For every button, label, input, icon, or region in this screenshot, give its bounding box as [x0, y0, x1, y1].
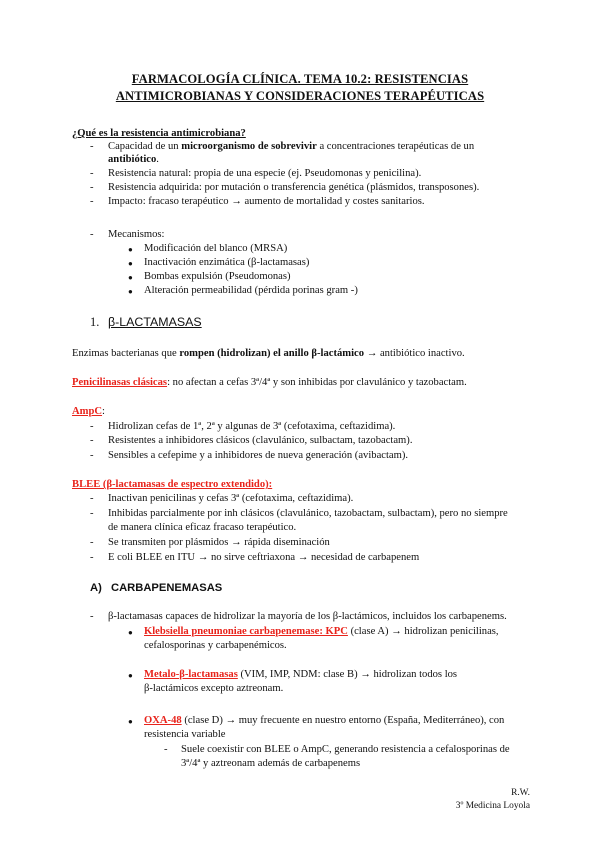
list-item: Hidrolizan cefas de 1ª, 2ª y algunas de 3ª (cefotaxima, ceftazidima).: [108, 421, 396, 432]
section-heading: β-LACTAMASAS: [108, 315, 202, 329]
dash-marker: -: [90, 508, 94, 519]
footer-author: R.W.: [511, 788, 530, 798]
bullet-icon: ●: [128, 273, 133, 282]
title-line-2: ANTIMICROBIANAS Y CONSIDERACIONES TERAPÉUTICAS: [115, 89, 485, 103]
list-item: Sensibles a cefepime y a inhibidores de nueva generación (avibactam).: [108, 450, 409, 461]
subsection-heading: CARBAPENEMASAS: [111, 582, 223, 594]
intro-question: ¿Qué es la resistencia antimicrobiana?: [72, 128, 246, 139]
subsection-label: A): [90, 582, 102, 594]
kpc-line-2: cefalosporinas y carbapenémicos.: [144, 640, 287, 651]
bullet-icon: ●: [128, 287, 133, 296]
dash-marker: -: [90, 493, 94, 504]
dash-marker: -: [90, 552, 94, 563]
bullet-icon: ●: [128, 671, 133, 680]
oxa-line-2: resistencia variable: [144, 729, 226, 740]
list-item: Se transmiten por plásmidos → rápida diseminación: [108, 537, 330, 548]
oxa-sub-line-1: Suele coexistir con BLEE o AmpC, generando resistencia a cefalosporinas de: [181, 744, 510, 755]
mechanism-item: Bombas expulsión (Pseudomonas): [144, 271, 291, 282]
dash-marker: -: [90, 229, 94, 240]
dash-marker: -: [90, 435, 94, 446]
mechanism-item: Alteración permeabilidad (pérdida porinas gram -): [144, 285, 358, 296]
list-item: Resistencia adquirida: por mutación o transferencia genética (plásmidos, transposones).: [108, 182, 480, 193]
mechanism-item: Inactivación enzimática (β-lactamasas): [144, 257, 310, 268]
dash-marker: -: [90, 611, 94, 622]
bullet-icon: ●: [128, 717, 133, 726]
dash-marker: -: [90, 450, 94, 461]
dash-marker: -: [90, 168, 94, 179]
list-item-continuation: de manera clínica eficaz fracaso terapéutico.: [108, 522, 297, 533]
definition-line-1: Capacidad de un microorganismo de sobrevivir a concentraciones terapéuticas de un: [108, 141, 475, 152]
oxa-sub-line-2: 3ª/4ª y aztreonam además de carbapenems: [181, 758, 361, 769]
section-number: 1.: [90, 315, 100, 329]
page-title: [0, 71, 600, 105]
list-item: Resistencia natural: propia de una especie (ej. Pseudomonas y penicilina).: [108, 168, 422, 179]
mechanisms-label: Mecanismos:: [108, 229, 165, 240]
dash-marker: -: [164, 744, 168, 755]
blee-label: BLEE (β-lactamasas de espectro extendido):: [72, 479, 273, 490]
metalo-line-1: Metalo-β-lactamasas (VIM, IMP, NDM: clase B) → hidrolizan todos los: [144, 669, 458, 680]
dash-marker: -: [90, 182, 94, 193]
bullet-icon: ●: [128, 245, 133, 254]
list-item: Inhibidas parcialmente por inh clásicos (clavulánico, tazobactam, sulbactam), pero no siempre: [108, 508, 508, 519]
list-item: Inactivan penicilinas y cefas 3ª (cefotaxima, ceftazidima).: [108, 493, 354, 504]
enzymes-paragraph: Enzimas bacterianas que rompen (hidrolizan) el anillo β-lactámico → antibiótico inactivo.: [72, 348, 465, 359]
list-item: E coli BLEE en ITU → no sirve ceftriaxona → necesidad de carbapenem: [108, 552, 420, 563]
dash-marker: -: [90, 196, 94, 207]
dash-marker: -: [90, 421, 94, 432]
bullet-icon: ●: [128, 628, 133, 637]
definition-line-2: antibiótico.: [108, 154, 159, 165]
penicilinasas-paragraph: Penicilinasas clásicas: no afectan a cefas 3ª/4ª y son inhibidas por clavulánico y tazobactam.: [72, 377, 467, 388]
dash-marker: -: [90, 141, 94, 152]
list-item: Resistentes a inhibidores clásicos (clavulánico, sulbactam, tazobactam).: [108, 435, 413, 446]
ampc-label: AmpC:: [72, 406, 105, 417]
dash-marker: -: [90, 537, 94, 548]
footer-course: 3º Medicina Loyola: [455, 801, 530, 811]
bullet-icon: ●: [128, 259, 133, 268]
carbapenemasas-intro: β-lactamasas capaces de hidrolizar la mayoría de los β-lactámicos, incluidos los carbapenems.: [108, 611, 507, 622]
kpc-line-1: Klebsiella pneumoniae carbapenemase: KPC (clase A) → hidrolizan penicilinas,: [144, 626, 499, 637]
title-line-1: FARMACOLOGÍA CLÍNICA. TEMA 10.2: RESISTENCIAS: [131, 72, 469, 86]
mechanism-item: Modificación del blanco (MRSA): [144, 243, 288, 254]
metalo-line-2: β-lactámicos excepto aztreonam.: [144, 683, 284, 694]
list-item: Impacto: fracaso terapéutico → aumento de mortalidad y costes sanitarios.: [108, 196, 425, 207]
oxa-line-1: OXA-48 (clase D) → muy frecuente en nuestro entorno (España, Mediterráneo), con: [144, 715, 505, 726]
